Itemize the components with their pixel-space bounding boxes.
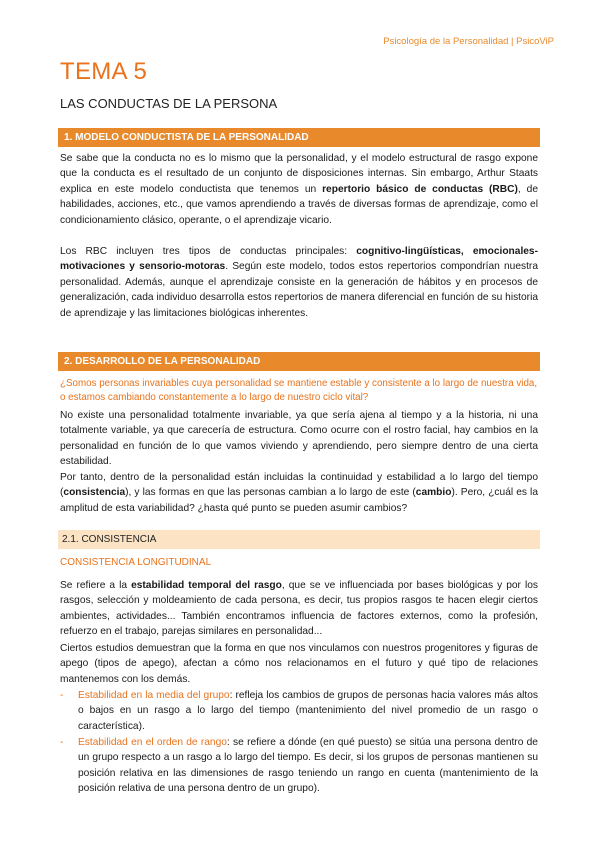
section-1-paragraph-1: Se sabe que la conducta no es lo mismo que la personalidad, y el modelo estructural de rasgo expone que la conducta es el resultado de un conjunto de disposiciones internas. Sin embargo, Arthur Staats explica en este modelo conductista que tenemos un repertorio básico de conductas (RBC), de habilidades, acciones, etc., que vamos aprendiendo a través de diversas formas de aprendizaje, como el condicionamiento clásico, operante, o el aprendizaje vicario. — [60, 153, 538, 226]
bullet-text: : se refiere a dónde (en qué puesto) se sitúa una persona dentro de un grupo respecto a un rasgo a lo largo del tiempo. Es decir, si los grupos de personas mantienen su posición relativa en las dimensiones de rasgo teniendo un rango en cuenta (mantenimiento de la posición relativa de una persona dentro de un grupo). — [78, 737, 538, 795]
subsection-paragraph-1: Se refiere a la estabilidad temporal del rasgo, que se ve influenciada por bases biológicas y por los rasgos, selección y moldeamiento de cada persona, es decir, tus propios rasgos te hacen elegir ciertos ambientes, actividades... También encontramos influencia de factores externos, como la profesión, refuerzo en el trabajo, parejas similares en personalidad... — [60, 580, 538, 638]
bullet-item — [60, 688, 538, 734]
section-2-heading: 2. DESARROLLO DE LA PERSONALIDAD — [58, 352, 540, 371]
subsection-paragraph-2: Ciertos estudios demuestran que la forma en que nos vinculamos con nuestros progenitores y figuras de apego (tipos de apego), afectan a cómo nos relacionamos en el futuro y qué tipo de relaciones mantenemos con los demás. — [60, 643, 538, 685]
bullet-dash: - — [60, 690, 64, 701]
bullet-label: Estabilidad en el orden de rango — [78, 737, 227, 748]
section-1-heading: 1. MODELO CONDUCTISTA DE LA PERSONALIDAD — [58, 128, 540, 147]
running-header: Psicología de la Personalidad | PsicoViP — [383, 36, 554, 47]
section-2-paragraph-2: Por tanto, dentro de la personalidad están incluidas la continuidad y estabilidad a lo largo del tiempo (consistencia), y las formas en que las personas cambian a lo largo de este (cambio). Pero, ¿cuál es la amplitud de esta variabilidad? ¿hasta qué punto se pueden asumir cambios? — [60, 472, 538, 514]
section-2-paragraph-1: No existe una personalidad totalmente invariable, ya que sería ajena al tiempo y a la historia, ni una totalmente variable, ya que carecería de estructura. Como ocurre con el rostro facial, hay cambios en la personalidad en función de lo que vamos viviendo y aprendiendo, pero siempre dentro de una cierta estabilidad. — [60, 410, 538, 468]
chapter-subtitle: LAS CONDUCTAS DE LA PERSONA — [60, 96, 278, 111]
chapter-title: TEMA 5 — [60, 58, 148, 85]
consistencia-longitudinal-heading: CONSISTENCIA LONGITUDINAL — [60, 557, 212, 568]
section-1-paragraph-2: Los RBC incluyen tres tipos de conductas principales: cognitivo-lingüísticas, emocionales-motivaciones y sensorio-motoras. Según este modelo, todos estos repertorios compondrían nuestra personalidad. Además, aunque el aprendizaje consiste en la generación de hábitos y en procesos de generalización, cada individuo desarrolla estos repertorios de manera diferencial en función de su historia de aprendizaje y las limitaciones biológicas inherentes. — [60, 246, 538, 319]
subsection-2-1-heading: 2.1. CONSISTENCIA — [58, 530, 540, 549]
bullet-dash: - — [60, 737, 64, 748]
section-2-question: ¿Somos personas invariables cuya personalidad se mantiene estable y consistente a lo largo de nuestra vida, o estamos cambiando constantemente a lo largo de nuestro ciclo vital? — [60, 378, 538, 403]
bullet-item — [60, 735, 538, 797]
bullet-text: : refleja los cambios de grupos de personas hacia valores más altos o bajos en un rasgo a lo largo del tiempo (mantenimiento del nivel promedio de un rasgo o característica). — [78, 690, 538, 732]
bullet-label: Estabilidad en la media del grupo — [78, 690, 230, 701]
